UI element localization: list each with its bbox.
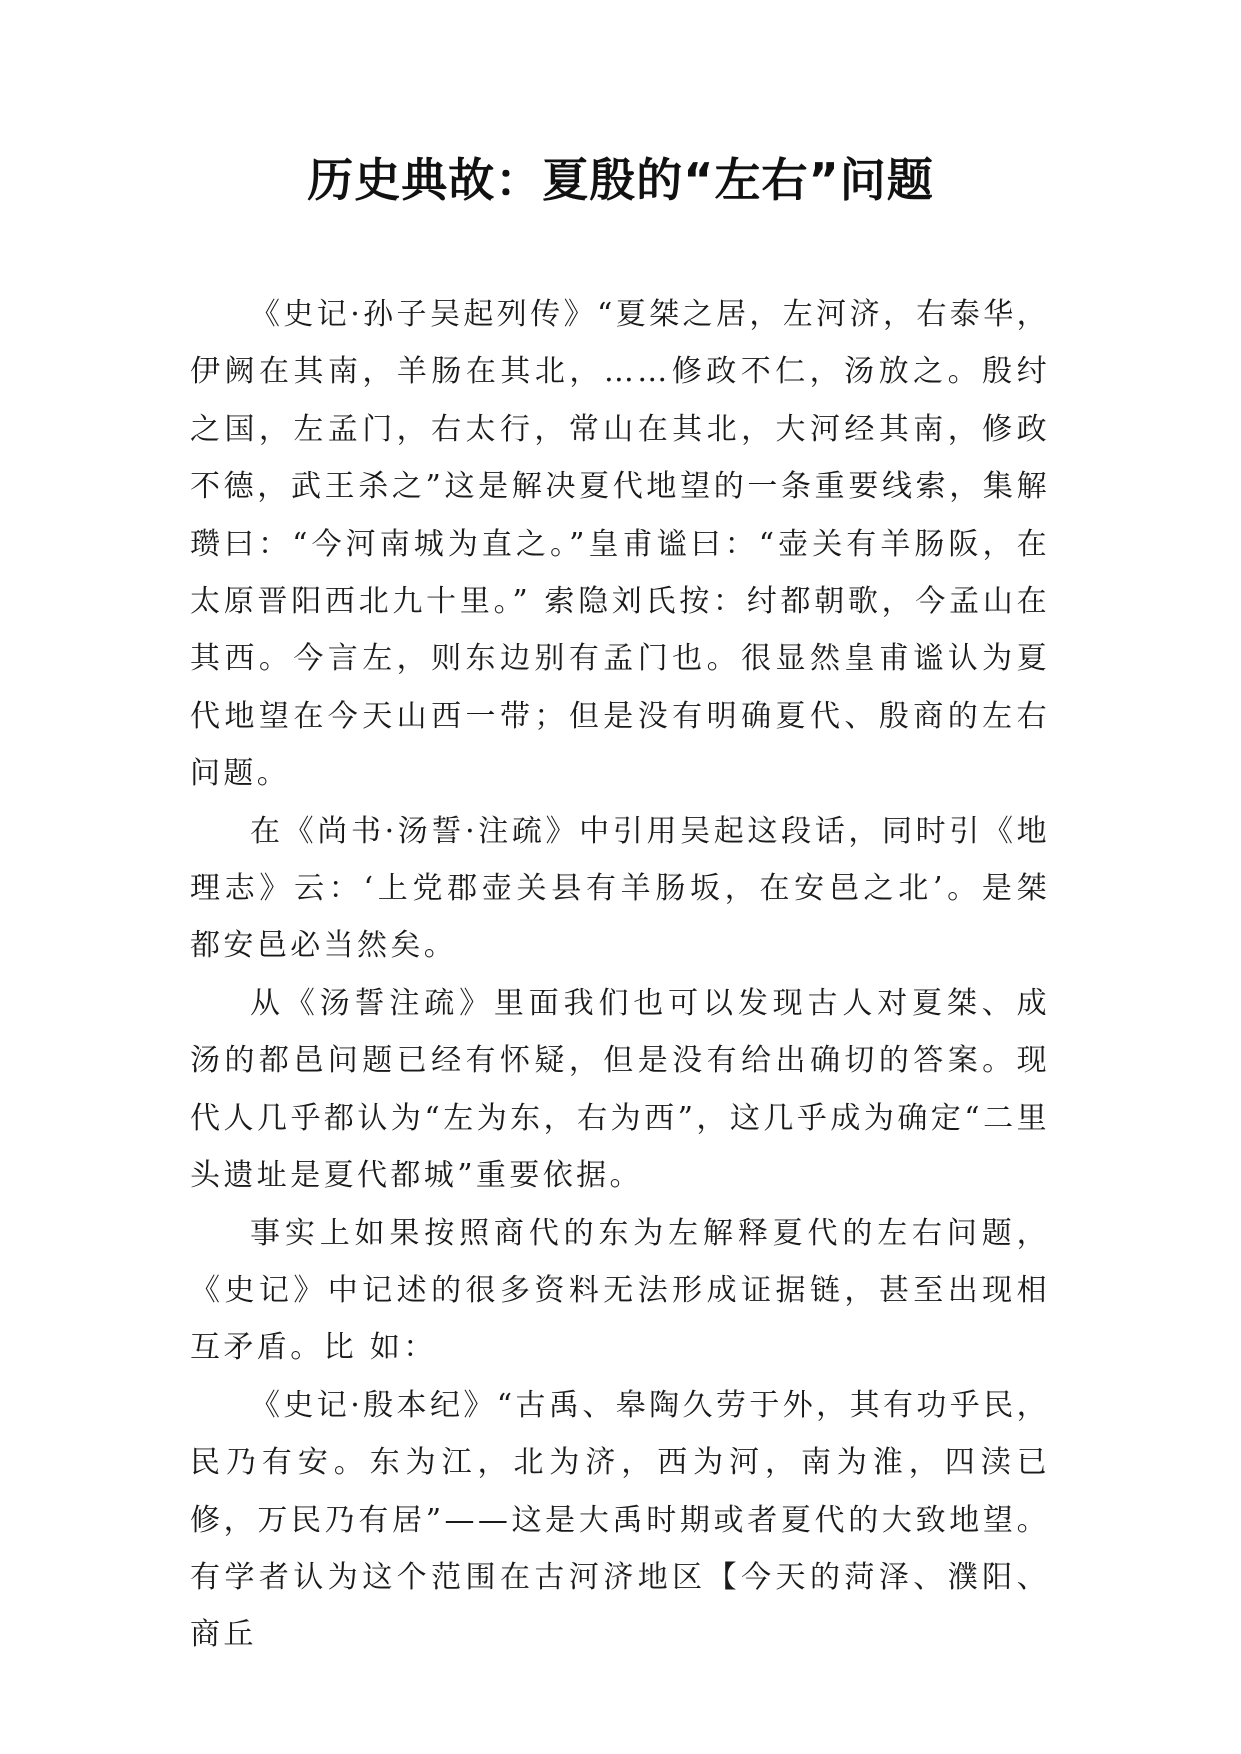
paragraph-1: 《史记·孙子吴起列传》“夏桀之居，左河济，右泰华，伊阙在其南，羊肠在其北，……修政不仁，汤放之。殷纣之国，左孟门，右太行，常山在其北，大河经其南，修政不德，武王杀之”这是解决夏代地望的一条重要线索，集解瓒曰：“今河南城为直之。”皇甫谧曰：“壶关有羊肠阪，在太原晋阳西北九十里。” 索隐刘氏按：纣都朝歌，今孟山在其西。今言左，则东边别有孟门也。很显然皇甫谧认为夏代地望在今天山西一带；但是没有明确夏代、殷商的左右问题。 (190, 297, 1050, 792)
paragraph-4: 事实上如果按照商代的东为左解释夏代的左右问题，《史记》中记述的很多资料无法形成证据链，甚至出现相互矛盾。比 如： (190, 1215, 1050, 1366)
paragraph-2: 在《尚书·汤誓·注疏》中引用吴起这段话，同时引《地理志》云：‘上党郡壶关县有羊肠坂，在安邑之北’。是桀都安邑必当然矣。 (190, 813, 1050, 964)
paragraph-5: 《史记·殷本纪》“古禹、皋陶久劳于外，其有功乎民，民乃有安。东为江，北为济，西为河，南为淮，四渎已修，万民乃有居”——这是大禹时期或者夏代的大致地望。有学者认为这个范围在古河济地区【今天的菏泽、濮阳、商丘 (190, 1387, 1050, 1653)
document-title: 历史典故：夏殷的“左右”问题 (307, 153, 934, 207)
paragraph-3: 从《汤誓注疏》里面我们也可以发现古人对夏桀、成汤的都邑问题已经有怀疑，但是没有给出确切的答案。现代人几乎都认为“左为东，右为西”，这几乎成为确定“二里头遗址是夏代都城”重要依据。 (190, 985, 1050, 1194)
document-body (190, 286, 1050, 1664)
